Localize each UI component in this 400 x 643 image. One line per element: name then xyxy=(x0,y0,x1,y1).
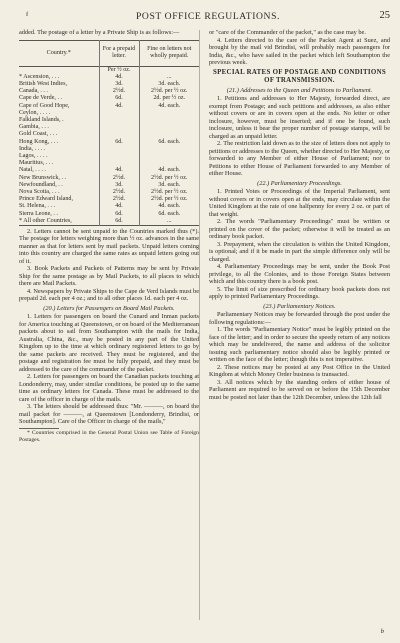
section-heading-23: (23.) Parliamentary Notices. xyxy=(263,302,336,310)
table-header-row xyxy=(19,40,199,66)
paragraph: 5. The limit of size prescribed for ordinary book packets does not apply to printed Parliamentary Proceedings. xyxy=(209,285,390,300)
country-cell: Sierra Leone, . . xyxy=(19,210,58,217)
prepaid-cell: 4d. xyxy=(99,167,139,174)
country-cell: Mauritius, . . . xyxy=(19,160,54,167)
prepaid-cell: 4d. xyxy=(99,203,139,210)
prepaid-cell: 2½d. xyxy=(99,189,139,196)
table-row xyxy=(19,117,199,124)
prepaid-cell: 2½d. xyxy=(99,175,139,182)
fine-cell: 3d. each. xyxy=(139,182,199,189)
country-cell: St. Helena, . . . xyxy=(19,203,56,210)
prepaid-cell: 3d. xyxy=(99,81,139,88)
paragraph: 2. Letters cannot be sent unpaid to the Countries marked thus (*). The postage for letters weighing more than ½ oz. advances in the same manner as that for letters sent by mail packets. Unpaid letters coming into this country are charged the same rates as unpaid letters going out of it. xyxy=(19,227,199,265)
paragraph: 3. Book Packets and Packets of Patterns may be sent by Private Ship for the same postage as by Mail Packets, to all places to which there are Mail Packets. xyxy=(19,265,199,288)
table-row xyxy=(19,211,199,218)
fine-cell: 3d. each. xyxy=(139,81,199,88)
prepaid-cell: 4d. xyxy=(99,74,139,81)
unit-row xyxy=(19,66,199,74)
fine-cell xyxy=(139,153,199,160)
paragraph: Parliamentary Notices may be forwarded through the post under the following regulations:— xyxy=(209,311,390,326)
country-cell: Hong Kong, . . . xyxy=(19,138,59,145)
prepaid-cell: 6d. xyxy=(99,95,139,102)
country-cell: Lagos, . . . . xyxy=(19,152,48,159)
fine-cell: ... xyxy=(139,74,199,81)
footnote-rule xyxy=(19,428,59,429)
column-header-country: Country.* xyxy=(46,49,71,56)
section-heading-20: (20.) Letters for Passengers on Board Mail Packets. xyxy=(43,304,175,312)
fine-cell xyxy=(139,131,199,138)
paragraph: 1. Letters for passengers on board the Cunard and Inman packets for America touching at Queenstown, or on board of the Mediterranean packets about to sail from Southampton with the mails for India, Australia, China, &c., may be posted in any part of the United Kingdom up to the time at which ordinary registered letters to go by the same packets are received. They must be registered, and the postage and registration fee must be fully prepaid, and they must be addressed to the care of the commander of the packet. xyxy=(19,313,199,373)
country-cell: Nova Scotia, . . . xyxy=(19,188,60,195)
country-cell: India, . . . . xyxy=(19,145,46,152)
unit-cell: Per ½ oz. xyxy=(99,66,139,74)
prepaid-cell: 6d. xyxy=(99,139,139,146)
country-cell: New Brunswick, . . xyxy=(19,174,67,181)
section-heading-21: (21.) Addresses to the Queen and Petitions to Parliament. xyxy=(226,86,373,94)
intro-paragraph: added. The postage of a letter by a Private Ship is as follows:— xyxy=(19,29,180,36)
paragraph: 2. The restriction laid down as to the size of letters does not apply to petitions or addresses to the Queen, whether directed to Her Majesty, or forwarded to any Member of either House of Parliament; nor to Petitions to either House of Parliament forwarded to any Member of either House. xyxy=(209,140,390,177)
paragraph: or "care of the Commander of the packet," as the case may be. xyxy=(209,29,366,36)
fine-cell: 6d. each. xyxy=(139,211,199,218)
paragraph: 4. Newspapers by Private Ships to the Cape de Verd Islands must be prepaid 2d. each per 4 oz.; and to all other places 1d. each per 4 oz. xyxy=(19,287,199,303)
paragraph: 1. Printed Votes or Proceedings of the Imperial Parliament, sent without covers or in covers open at the ends, may circulate within the United Kingdom at the rate of one halfpenny for every 2 oz. or part of that weight. xyxy=(209,188,390,218)
table-row xyxy=(19,196,199,203)
paragraph: 1. Petitions and addresses to Her Majesty, forwarded direct, are exempt from Postage; and such petitions and addresses, as also either without covers or are in covers open at the ends. No letter or other inclosure, however, must be inserted; and if one be found, such inclosure, unless it bear the proper number of postage stamps, will be charged as an unpaid letter. xyxy=(209,95,390,140)
table-row xyxy=(19,182,199,189)
signature-mark: b xyxy=(380,628,384,635)
country-cell: Prince Edward Island, xyxy=(19,196,73,203)
left-column xyxy=(19,29,199,443)
fine-cell: 2½d. per ½ oz. xyxy=(139,88,199,95)
country-cell: Ceylon, . . . . xyxy=(19,109,51,116)
paragraph: 3. The letters should be addressed thus: "Mr. ———, on board the mail packet for ———, at Queenstown [Londonderry, Brindisi, or Southampton]. Care of the Officer in charge of the mails," xyxy=(19,403,199,426)
margin-mark: f xyxy=(26,11,29,18)
table-row xyxy=(19,124,199,131)
table-row xyxy=(19,203,199,210)
page-header xyxy=(26,11,390,25)
paragraph: 2. The words "Parliamentary Proceedings" must be written or printed on the cover of the packet; otherwise it will be treated as an ordinary book packet. xyxy=(209,218,390,240)
column-header-fine: Fine on letters not wholly prepaid. xyxy=(139,40,199,66)
column-divider xyxy=(199,30,200,620)
fine-cell: 4d. each. xyxy=(139,103,199,110)
fine-cell: 2½d. per ½ oz. xyxy=(139,189,199,196)
prepaid-cell: 4d. xyxy=(99,103,139,110)
section-heading-22: (22.) Parliamentary Proceedings. xyxy=(257,179,342,187)
country-cell: Natal, . . . . xyxy=(19,167,46,174)
right-column xyxy=(209,29,390,401)
running-title: POST OFFICE REGULATIONS. xyxy=(135,11,281,22)
column-header-prepaid: For a prepaid letter. xyxy=(99,40,139,66)
table-row xyxy=(19,103,199,110)
paragraph: 2. These notices may be posted at any Post Office in the United Kingdom at which Money Order business is transacted. xyxy=(209,363,390,378)
country-cell: Falkland Islands, . xyxy=(19,116,64,123)
fine-cell: 2d. per ½ oz. xyxy=(139,95,199,102)
prepaid-cell xyxy=(99,160,139,167)
table-row xyxy=(19,139,199,146)
fine-cell xyxy=(139,117,199,124)
prepaid-cell xyxy=(99,131,139,138)
prepaid-cell xyxy=(99,153,139,160)
table-row xyxy=(19,74,199,81)
prepaid-cell: 2½d. xyxy=(99,196,139,203)
table-row xyxy=(19,131,199,138)
country-cell: Cape of Good Hope, xyxy=(19,102,70,109)
prepaid-cell: 3d. xyxy=(99,182,139,189)
fine-cell xyxy=(139,160,199,167)
country-cell: * All other Countries, xyxy=(19,217,72,224)
paragraph: 4. Parliamentary Proceedings may be sent, under the Book Post privilege, to all the Colonies, and to those Foreign States between which and this country there is a book post. xyxy=(209,263,390,285)
page-number: 25 xyxy=(379,10,390,21)
table-body xyxy=(19,66,199,225)
table-row xyxy=(19,153,199,160)
prepaid-cell xyxy=(99,146,139,153)
country-cell: * Ascension, . . . xyxy=(19,73,60,80)
table-row xyxy=(19,146,199,153)
fine-cell: 6d. each. xyxy=(139,139,199,146)
table-row xyxy=(19,95,199,102)
prepaid-cell: 6d. xyxy=(99,211,139,218)
fine-cell: 4d. each. xyxy=(139,167,199,174)
fine-cell: 4d. each. xyxy=(139,203,199,210)
paragraph: 4. Letters directed to the care of the Packet Agent at Suez, and brought by the mail vid Brindisi, will probably reach passengers for India, &c., who have sailed in the packet which left Southampton the previous week. xyxy=(209,36,390,66)
fine-cell: ... xyxy=(139,218,199,226)
fine-cell xyxy=(139,124,199,131)
prepaid-cell: 2½d. xyxy=(99,88,139,95)
table-row xyxy=(19,167,199,174)
fine-cell: 2½d. per ½ oz. xyxy=(139,175,199,182)
prepaid-cell xyxy=(99,124,139,131)
table-row xyxy=(19,175,199,182)
prepaid-cell xyxy=(99,117,139,124)
prepaid-cell: 6d. xyxy=(99,218,139,226)
paragraph: 1. The words "Parliamentary Notice" must be legibly printed on the face of the letter; and in order to secure the speedy return of any notices which may be undelivered, the name and address of the solicitor issuing such parliamentary notice should also be legibly printed or written on the face of the letter; though this is not imperative. xyxy=(209,326,390,363)
table-row xyxy=(19,110,199,117)
paragraph: 3. Prepayment, when the circulation is within the United Kingdom, is optional; and if it be made in part the simple difference only will be charged. xyxy=(209,240,390,263)
country-cell: Gambia, . . . xyxy=(19,124,49,131)
paragraph: 2. Letters for passengers on board the Canadian packets touching at Londonderry, may, under similar conditions, be posted up to the same time as ordinary letters for Canada. These must be addressed to the care of the officer in charge of the mails. xyxy=(19,373,199,403)
country-cell: Cape de Verde, . . xyxy=(19,95,63,102)
prepaid-cell xyxy=(99,110,139,117)
country-cell: Canada, . . . xyxy=(19,88,48,95)
table-row xyxy=(19,218,199,226)
country-cell: Gold Coast, . . . xyxy=(19,131,58,138)
paragraph: 3. All notices which by the standing orders of either house of Parliament are required to be served on or before the 15th December must be posted not later than the 12th December, unless the 12th fall xyxy=(209,378,390,401)
fine-cell xyxy=(139,146,199,153)
private-ship-rates-table xyxy=(19,40,199,226)
country-cell: Newfoundland, . . xyxy=(19,181,63,188)
country-cell: British West Indies, xyxy=(19,80,67,87)
fine-cell: 2½d. per ½ oz. xyxy=(139,196,199,203)
fine-cell xyxy=(139,110,199,117)
table-row xyxy=(19,160,199,167)
footnote: * Countries comprised in the General Postal Union see Table of Foreign Postages. xyxy=(19,429,199,443)
section-main-heading: SPECIAL RATES OF POSTAGE AND CONDITIONS OF TRANSMISSION. xyxy=(213,68,386,84)
